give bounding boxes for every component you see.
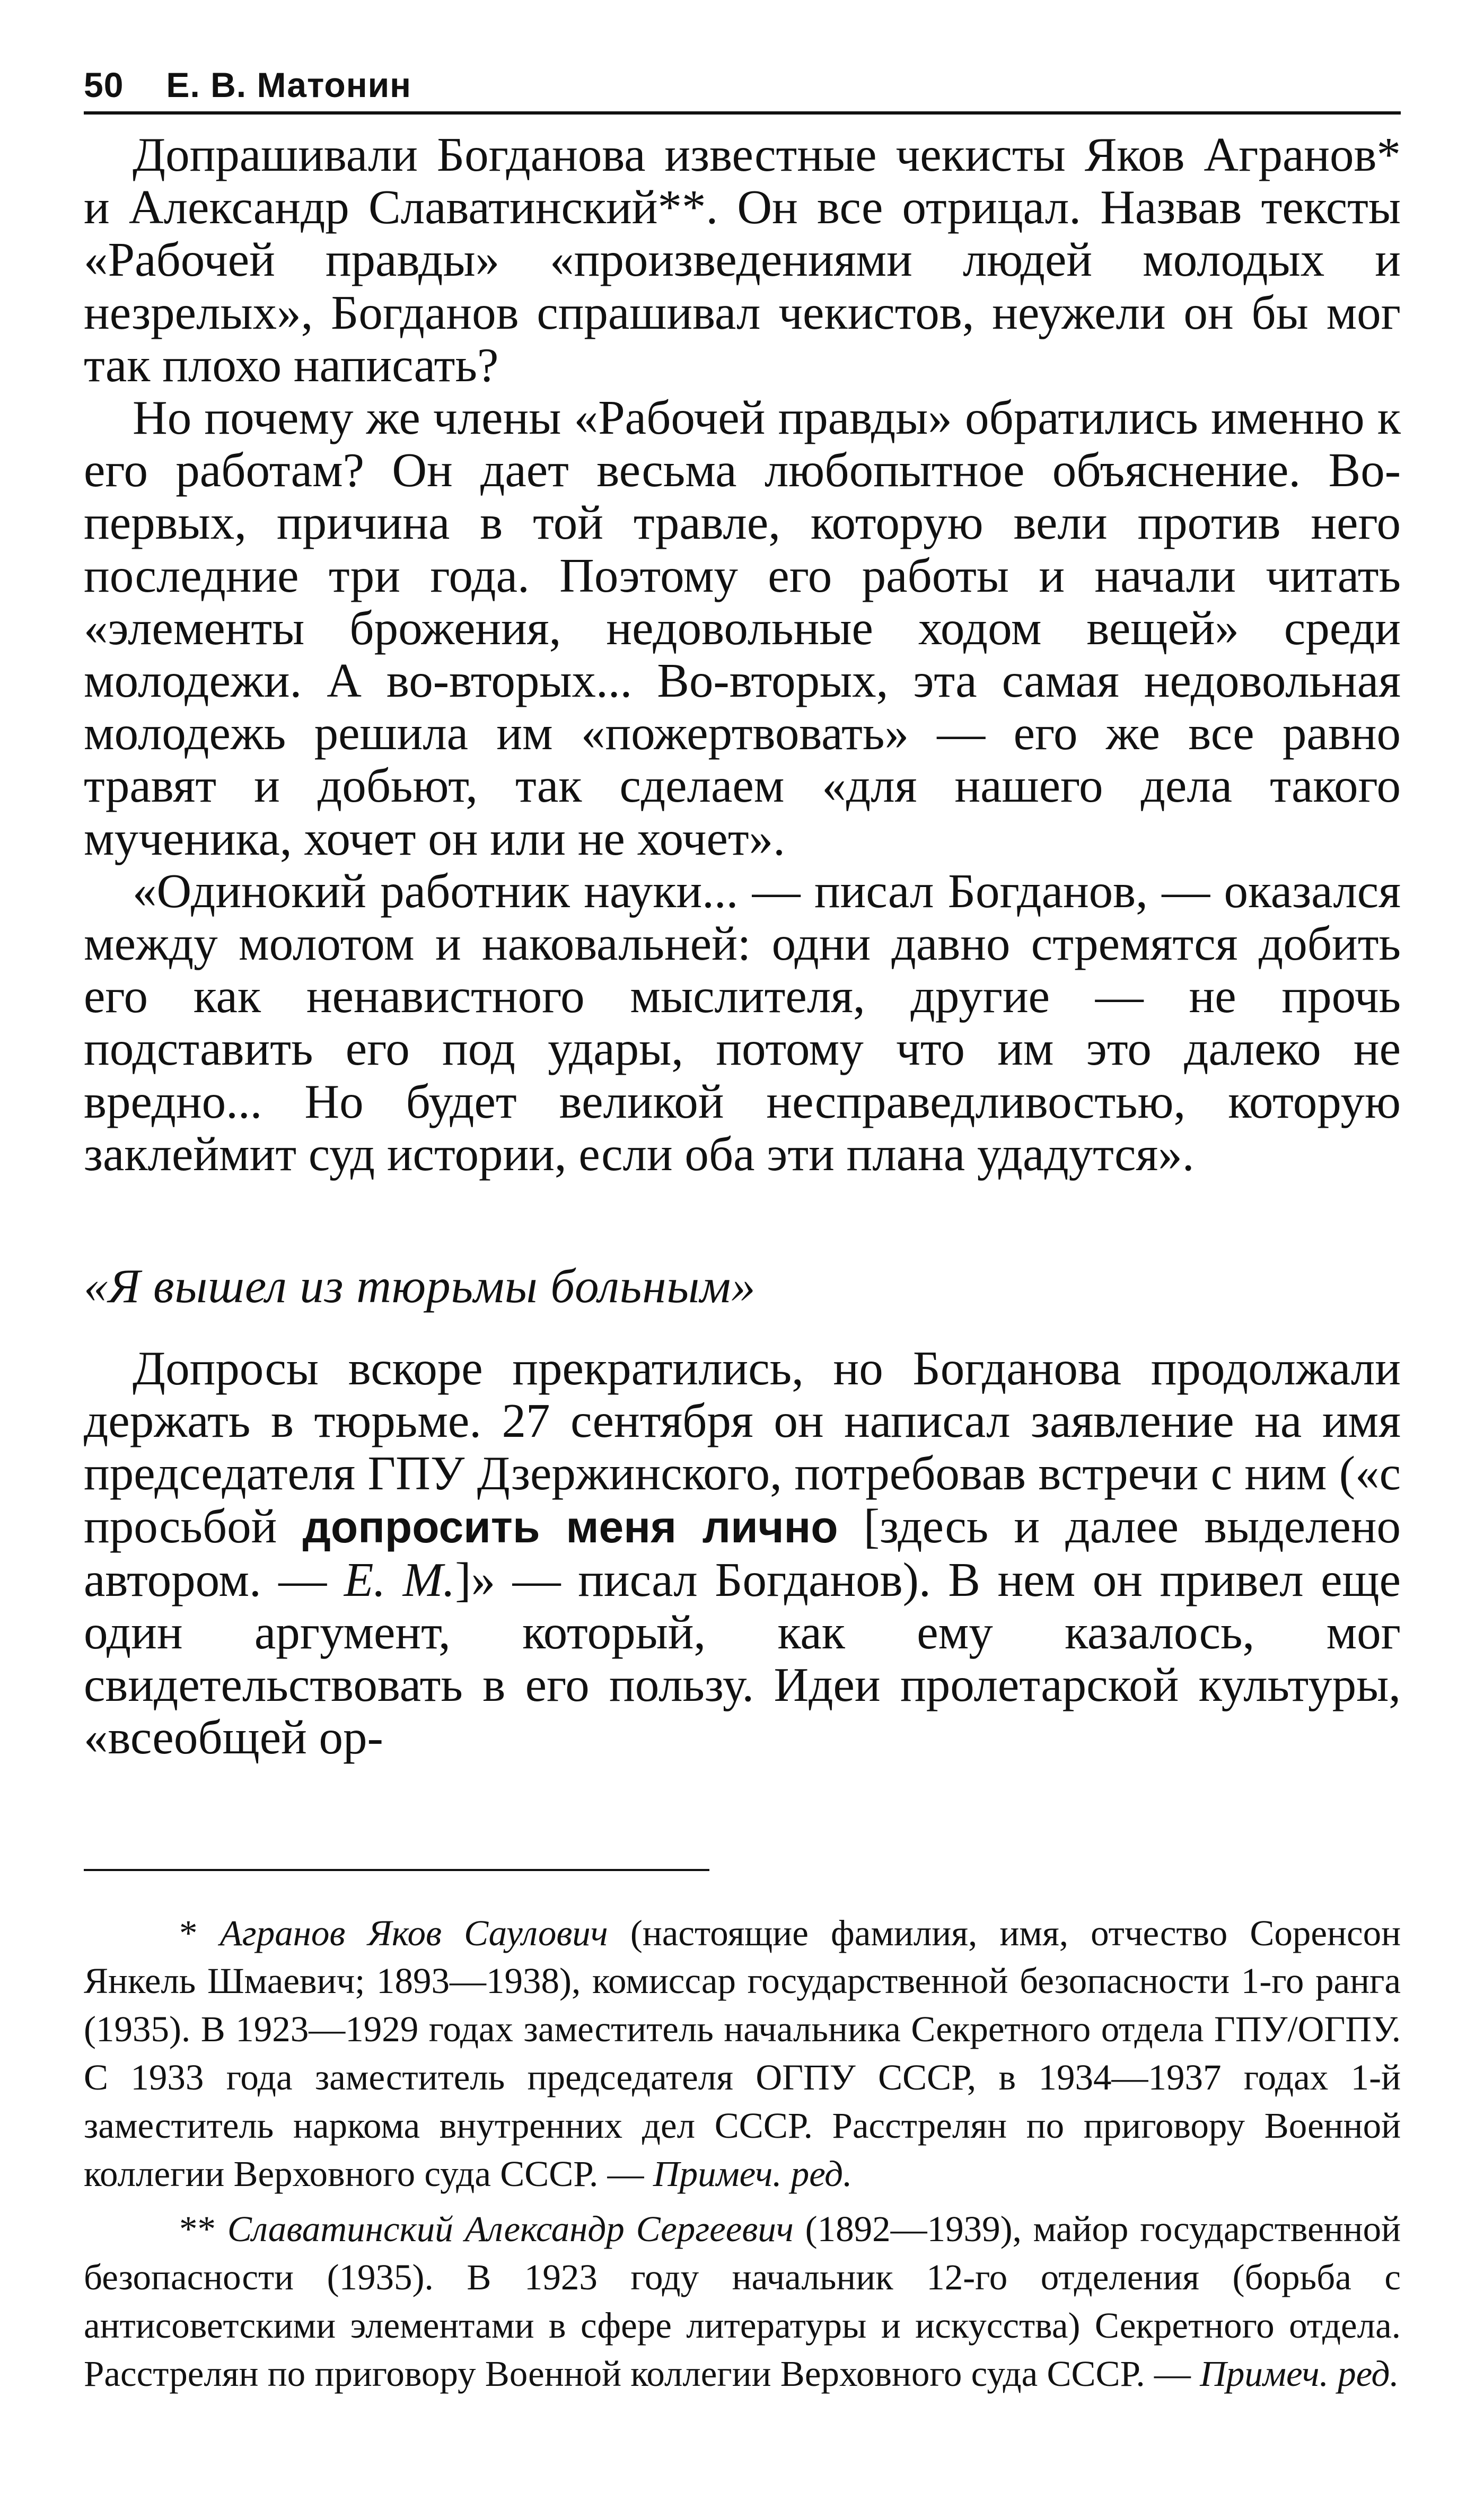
footnote-name: Агранов Яков Саулович [219, 1912, 608, 1953]
footnote-text: (настоящие фамилия, имя, отчество Соренсон Янкель Шмаевич; 1893—1938), комиссар государственной безопасности 1-го ранга (1935). В 1923—1929 годах заместитель начальника Секретного отдела ГПУ/ОГПУ. С 1933 года заместитель председателя ОГПУ СССР, в 1934—1937 годах 1-й заместитель наркома внутренних дел СССР. Расстрелян по приговору Военной коллегии Верховного суда СССР. — [84, 1912, 1401, 2194]
footnote-text: (1892—1939), майор государственной безопасности (1935). В 1923 году начальник 12-го отделения (борьба с антисоветскими элементами в сфере литературы и искусства) Секретного отдела. Расстрелян по приговору Военной коллегии Верховного суда СССР. — [84, 2209, 1401, 2394]
bold-emphasis: допросить меня лично [302, 1502, 838, 1552]
initials-emphasis: Е. М. [344, 1552, 455, 1606]
footnote-marker: * [179, 1912, 220, 1953]
footnote-marker: ** [179, 2209, 227, 2250]
footnote-name: Славатинский Александр Сергеевич [227, 2209, 794, 2250]
header-rule [84, 111, 1401, 115]
footnote-rule [84, 1869, 709, 1871]
book-page [84, 64, 1401, 2439]
editor-note: Примеч. ред. [1200, 2353, 1399, 2394]
section-heading: «Я вышел из тюрьмы больным» [84, 1259, 756, 1313]
text-run: Допросы вскоре прекратились, но Богданова продолжали держать в тюрьме. 27 сентября он написал заявление на имя председателя ГПУ Дзержинского, потребовав встречи с ним («с просьбой [84, 1341, 1401, 1553]
page-number: 50 [84, 65, 124, 104]
running-header [84, 64, 1401, 106]
paragraph: Допрашивали Богданова известные чекисты Яков Агранов* и Александр Славатинский**. Он все отрицал. Назвав тексты «Рабочей правды» «произведениями людей молодых и незрелых», Богданов спрашивал чекистов, неужели он бы мог так плохо написать? [84, 128, 1401, 392]
text-run: [здесь и далее выделено автором. — [84, 1499, 1401, 1606]
footnotes [84, 1909, 1401, 2398]
running-header-author: Е. В. Матонин [166, 65, 412, 104]
paragraph [84, 1342, 1401, 1764]
paragraph: «Одинокий работник науки... — писал Богданов, — оказался между молотом и наковальней: одни давно стремятся добить его как ненавистного мыслителя, другие — не прочь подставить его под удары, потому что им это далеко не вредно... Но будет великой несправедливостью, которую заклеймит суд истории, если оба эти плана удадутся». [84, 864, 1401, 1181]
footnote [84, 2205, 1401, 2398]
footnote [84, 1909, 1401, 2198]
text-run: ]» — писал Богданов). В нем он привел еще один аргумент, который, как ему казалось, мог свидетельствовать в его пользу. Идеи пролетарской культуры, «всеобщей ор- [84, 1552, 1401, 1764]
editor-note: Примеч. ред. [653, 2153, 853, 2194]
paragraph: Но почему же члены «Рабочей правды» обратились именно к его работам? Он дает весьма любопытное объяснение. Во-первых, причина в той травле, которую вели против него последние три года. Поэтому его работы и начали читать «элементы брожения, недовольные ходом вещей» среди молодежи. А во-вторых... Во-вторых, эта самая недовольная молодежь решила им «пожертвовать» — его же все равно травят и добьют, так сделаем «для нашего дела такого мученика, хочет он или не хочет». [84, 391, 1401, 865]
main-text [84, 128, 1401, 1764]
